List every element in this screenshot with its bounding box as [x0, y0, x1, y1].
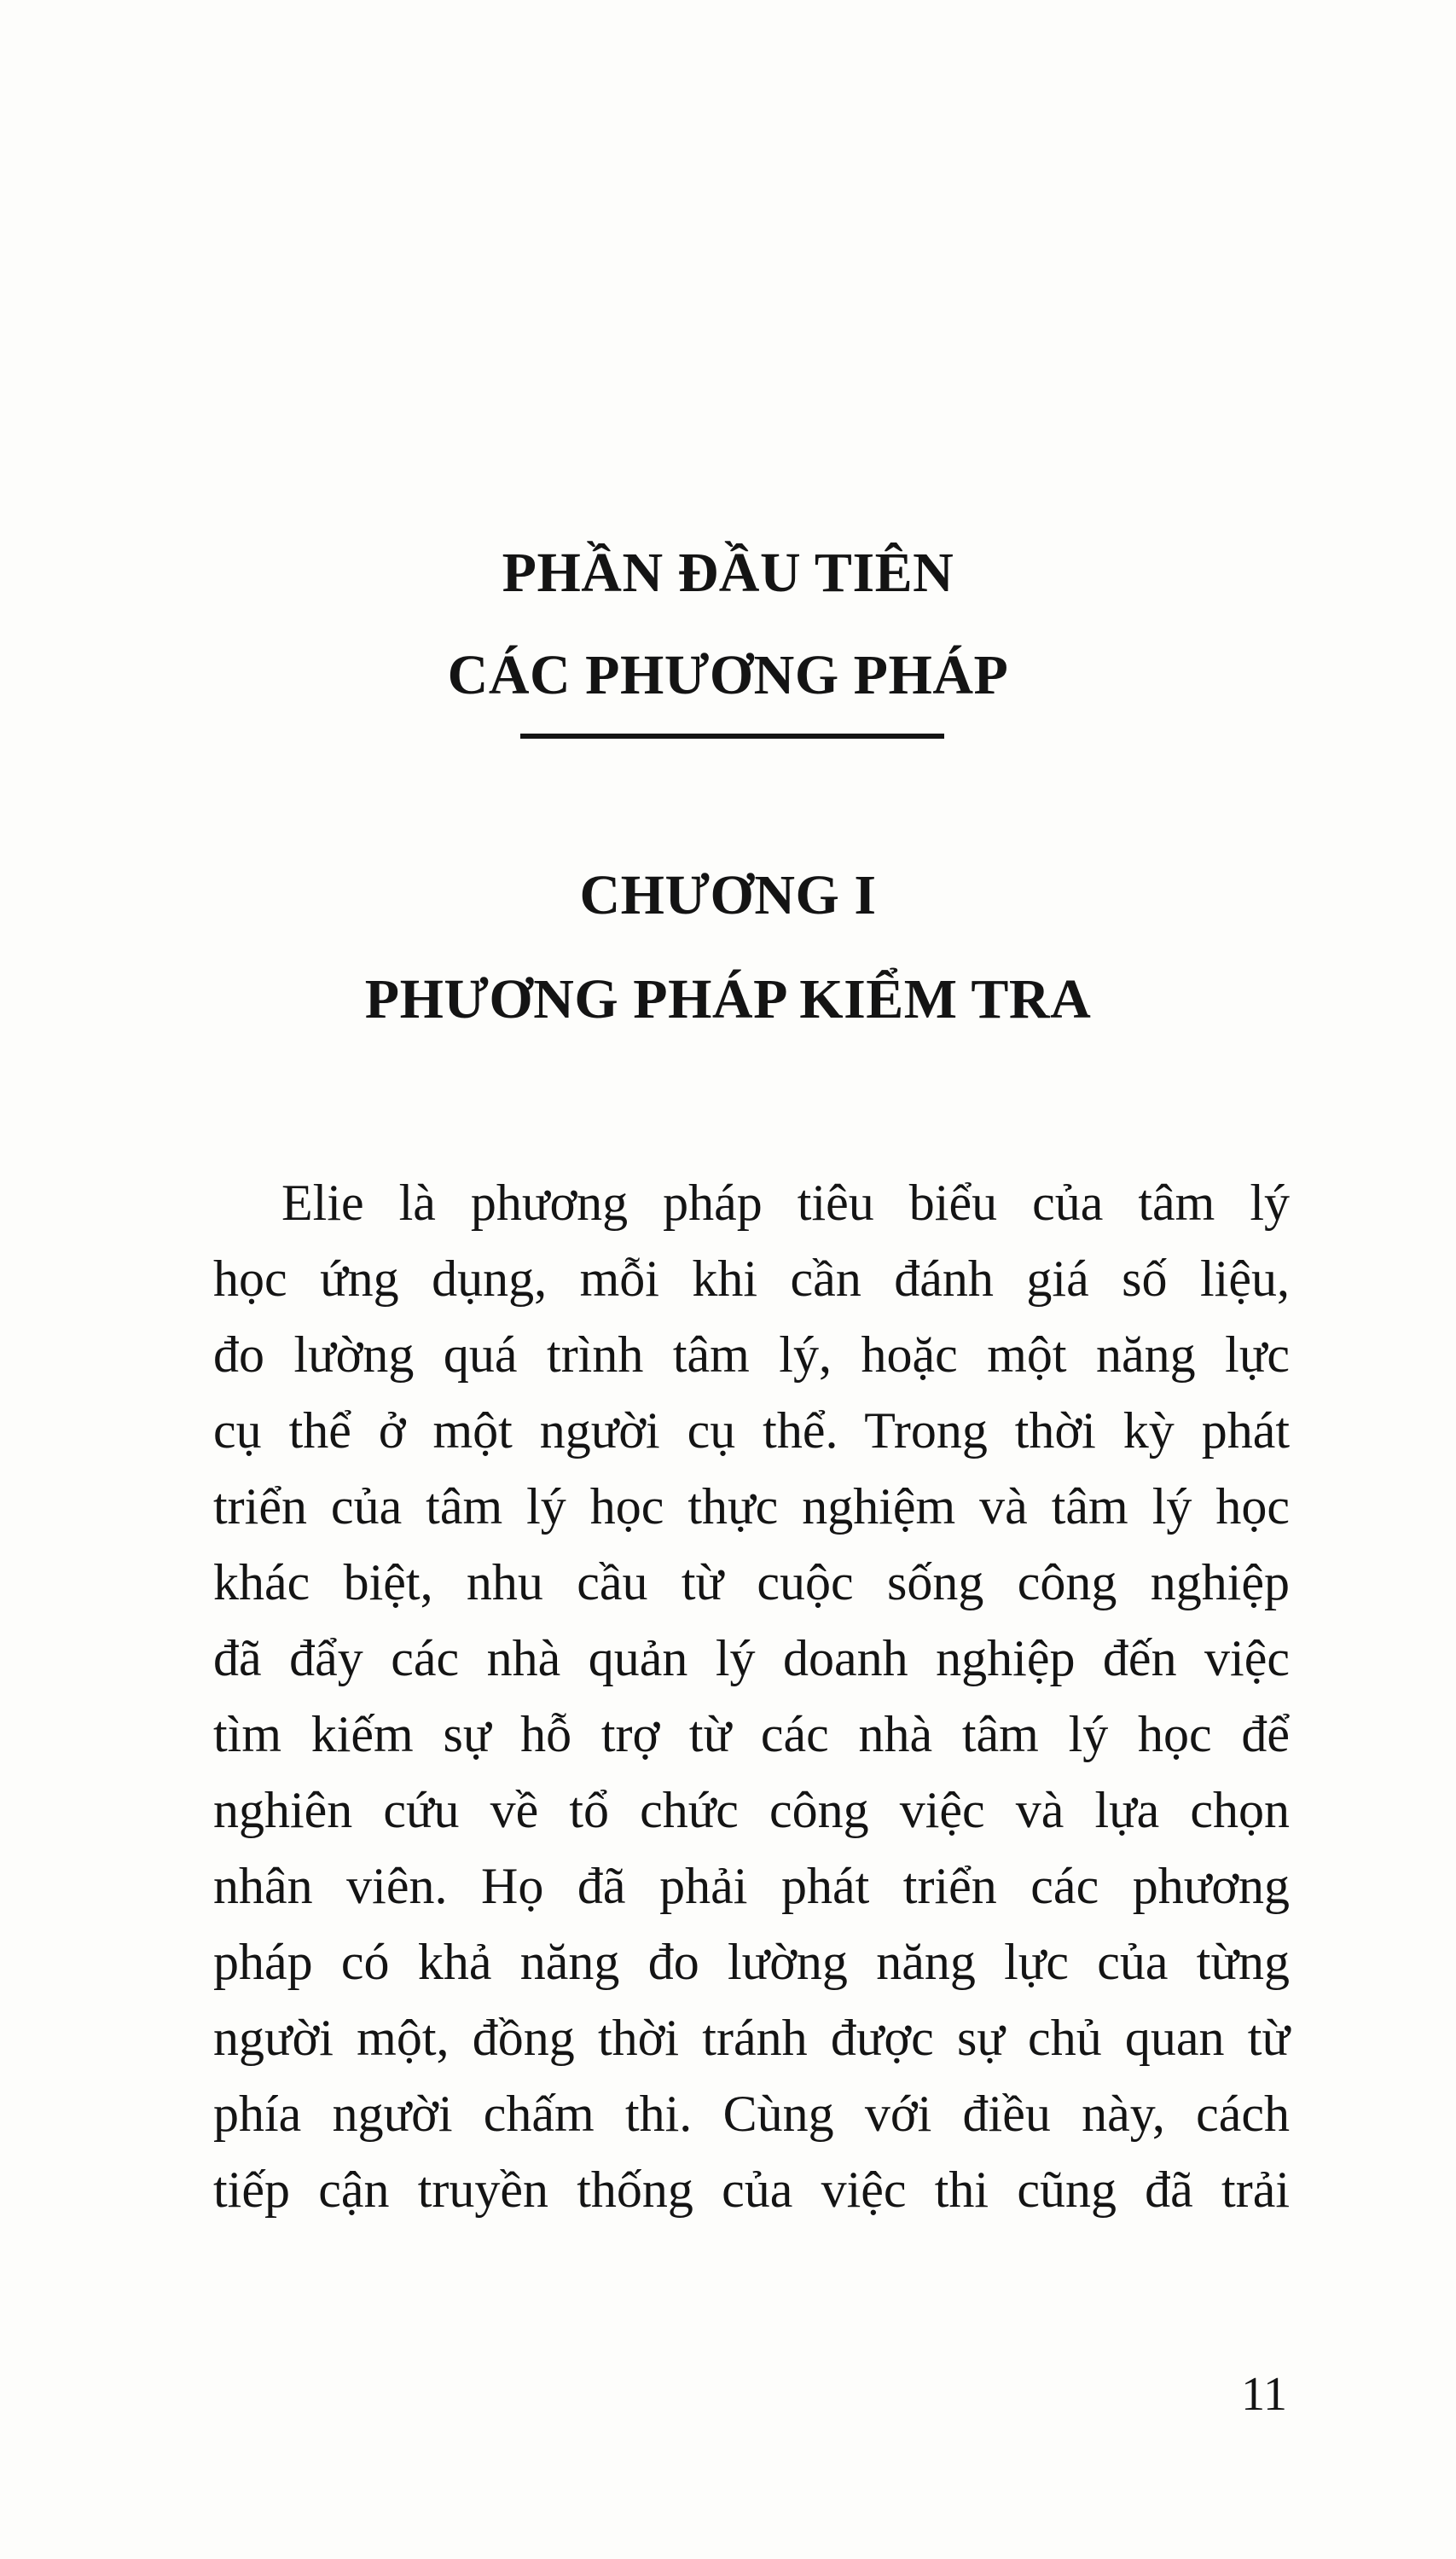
text-line: khác biệt, nhu cầu từ cuộc sống công nghiệp [213, 1554, 1290, 1610]
text-line: đã đẩy các nhà quản lý doanh nghiệp đến việc [213, 1630, 1290, 1686]
text-line: nhân viên. Họ đã phải phát triển các phương [213, 1858, 1290, 1914]
part-title: CÁC PHƯƠNG PHÁP [447, 644, 1009, 706]
text-line: học ứng dụng, mỗi khi cần đánh giá số liệu, [213, 1250, 1290, 1307]
text-line: đo lường quá trình tâm lý, hoặc một năng lực [213, 1326, 1290, 1383]
text-line: người một, đồng thời tránh được sự chủ quan từ [213, 2010, 1290, 2066]
text-line: tìm kiếm sự hỗ trợ từ các nhà tâm lý học để [213, 1706, 1290, 1762]
chapter-label: CHƯƠNG I [579, 864, 877, 926]
text-line: tiếp cận truyền thống của việc thi cũng đã trải [213, 2162, 1290, 2218]
text-line: Elie là phương pháp tiêu biểu của tâm lý [281, 1175, 1290, 1231]
section-divider [520, 734, 944, 739]
page-number: 11 [1241, 2368, 1287, 2421]
text-line: triển của tâm lý học thực nghiệm và tâm lý học [213, 1478, 1290, 1535]
part-label: PHẦN ĐẦU TIÊN [502, 542, 954, 604]
text-line: pháp có khả năng đo lường năng lực của từng [213, 1934, 1290, 1990]
text-line: phía người chấm thi. Cùng với điều này, cách [213, 2086, 1290, 2142]
text-line: nghiên cứu về tổ chức công việc và lựa chọn [213, 1782, 1290, 1838]
text-line: cụ thể ở một người cụ thể. Trong thời kỳ phát [213, 1402, 1290, 1459]
chapter-title: PHƯƠNG PHÁP KIỂM TRA [364, 968, 1092, 1030]
body-paragraph [213, 1165, 1290, 2228]
